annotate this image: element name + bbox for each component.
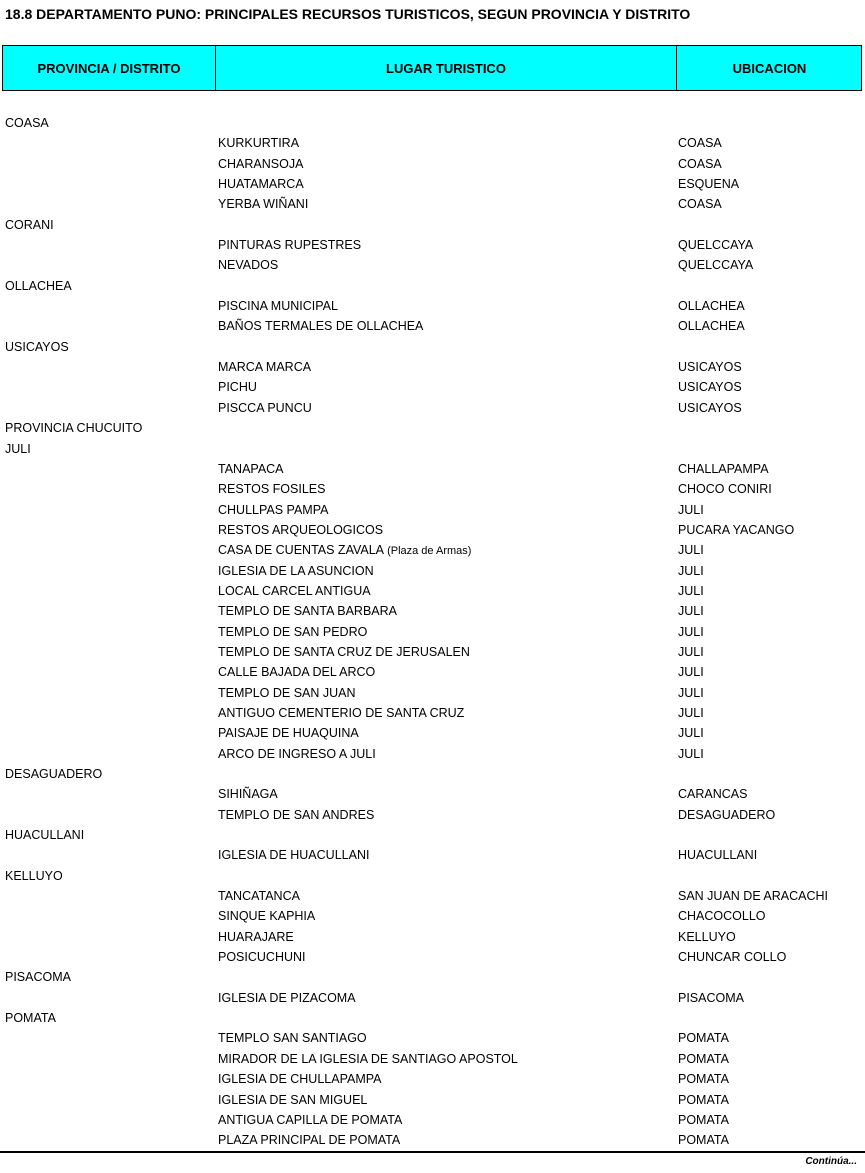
- table-row: [0, 845, 865, 865]
- table-row: [0, 967, 865, 987]
- cell-lugar: [218, 520, 383, 540]
- table-row: [0, 1028, 865, 1048]
- cell-ubicacion: JULI: [678, 604, 704, 619]
- cell-lugar-note: (Plaza de Armas): [384, 545, 472, 558]
- cell-lugar: [218, 601, 397, 621]
- cell-lugar: [218, 784, 278, 804]
- cell-provincia: DESAGUADERO: [5, 767, 103, 781]
- table-row: [0, 418, 865, 438]
- continued-note: Continúa...: [805, 1156, 857, 1167]
- cell-ubicacion: USICAYOS: [678, 380, 742, 395]
- cell-lugar-text: PISCINA MUNICIPAL: [218, 299, 338, 314]
- cell-ubicacion: CHUNCAR COLLO: [678, 950, 787, 965]
- cell-lugar-text: CASA DE CUENTAS ZAVALA: [218, 543, 385, 558]
- table-row: [0, 500, 865, 520]
- cell-ubicacion: JULI: [678, 563, 704, 578]
- table-row: [0, 133, 865, 153]
- table-row: [0, 886, 865, 906]
- cell-ubicacion: JULI: [678, 685, 704, 700]
- cell-lugar: [218, 906, 315, 926]
- cell-lugar: [218, 947, 306, 967]
- cell-lugar-text: TEMPLO DE SAN JUAN: [218, 685, 356, 700]
- cell-lugar-text: TEMPLO SAN SANTIAGO: [218, 1031, 367, 1046]
- table-row: [0, 723, 865, 743]
- table-row: [0, 215, 865, 235]
- cell-ubicacion: CHALLAPAMPA: [678, 461, 769, 476]
- cell-lugar-text: IGLESIA DE SAN MIGUEL: [218, 1092, 368, 1107]
- cell-lugar-text: BAÑOS TERMALES DE OLLACHEA: [218, 319, 424, 334]
- cell-lugar-text: ARCO DE INGRESO A JULI: [218, 746, 376, 761]
- cell-lugar: [218, 357, 311, 377]
- cell-lugar-text: LOCAL CARCEL ANTIGUA: [218, 583, 371, 598]
- cell-ubicacion: POMATA: [678, 1133, 729, 1148]
- cell-lugar-text: HUATAMARCA: [218, 177, 304, 192]
- cell-lugar: [218, 255, 278, 275]
- cell-lugar-text: SIHIÑAGA: [218, 787, 278, 802]
- cell-lugar: [218, 479, 325, 499]
- cell-ubicacion: POMATA: [678, 1072, 729, 1087]
- cell-lugar-text: TANAPACA: [218, 461, 284, 476]
- cell-lugar-text: ANTIGUA CAPILLA DE POMATA: [218, 1112, 403, 1127]
- cell-lugar-text: RESTOS FOSILES: [218, 482, 326, 497]
- cell-lugar: [218, 581, 371, 601]
- cell-provincia: COASA: [5, 116, 49, 130]
- table-row: [0, 561, 865, 581]
- cell-ubicacion: JULI: [678, 502, 704, 517]
- cell-ubicacion: DESAGUADERO: [678, 807, 776, 822]
- cell-lugar-text: TEMPLO DE SAN ANDRES: [218, 807, 375, 822]
- cell-ubicacion: USICAYOS: [678, 400, 742, 415]
- cell-lugar-text: IGLESIA DE HUACULLANI: [218, 848, 370, 863]
- cell-provincia: CORANI: [5, 217, 54, 232]
- table-row: [0, 744, 865, 764]
- cell-ubicacion: POMATA: [678, 1092, 729, 1107]
- table-row: [0, 540, 865, 560]
- table-row: [0, 439, 865, 459]
- table-row: [0, 703, 865, 723]
- cell-lugar-text: TEMPLO DE SANTA BARBARA: [218, 604, 397, 619]
- cell-provincia: HUACULLANI: [5, 828, 85, 843]
- cell-provincia: KELLUYO: [5, 868, 63, 883]
- cell-lugar: [218, 683, 356, 703]
- cell-lugar-text: CHULLPAS PAMPA: [218, 502, 329, 517]
- cell-ubicacion: JULI: [678, 705, 704, 720]
- cell-lugar-text: ANTIGUO CEMENTERIO DE SANTA CRUZ: [218, 705, 465, 720]
- table-row: [0, 296, 865, 316]
- cell-ubicacion: KELLUYO: [678, 929, 736, 944]
- cell-ubicacion: JULI: [678, 624, 704, 639]
- cell-ubicacion: SAN JUAN DE ARACACHI: [678, 889, 829, 904]
- cell-lugar: [218, 744, 376, 764]
- cell-lugar-text: PICHU: [218, 380, 257, 395]
- table-row: [0, 784, 865, 804]
- cell-ubicacion: COASA: [678, 136, 722, 151]
- cell-ubicacion: PISACOMA: [678, 990, 744, 1005]
- cell-lugar-text: PLAZA PRINCIPAL DE POMATA: [218, 1133, 401, 1148]
- table-row: [0, 825, 865, 845]
- table-row: [0, 1049, 865, 1069]
- cell-lugar-text: HUARAJARE: [218, 929, 294, 944]
- table-row: [0, 683, 865, 703]
- cell-lugar: [218, 642, 470, 662]
- cell-lugar: [218, 500, 328, 520]
- cell-lugar: [218, 316, 423, 336]
- table-row: [0, 255, 865, 275]
- cell-lugar: [218, 540, 471, 561]
- table-row: [0, 398, 865, 418]
- cell-lugar: [218, 886, 300, 906]
- header-lugar: LUGAR TURISTICO: [216, 46, 677, 90]
- cell-provincia: PROVINCIA CHUCUITO: [5, 421, 143, 436]
- cell-ubicacion: JULI: [678, 644, 704, 659]
- cell-ubicacion: POMATA: [678, 1051, 729, 1066]
- cell-lugar-text: YERBA WIÑANI: [218, 197, 309, 212]
- table-row: [0, 1008, 865, 1028]
- cell-ubicacion: POMATA: [678, 1112, 729, 1127]
- table-row: [0, 520, 865, 540]
- table-row: [0, 235, 865, 255]
- cell-lugar: [218, 1069, 381, 1089]
- cell-lugar-text: RESTOS ARQUEOLOGICOS: [218, 522, 384, 537]
- cell-lugar: [218, 988, 356, 1008]
- cell-ubicacion: HUACULLANI: [678, 848, 758, 863]
- table-row: [0, 113, 865, 133]
- cell-lugar: [218, 154, 303, 174]
- cell-ubicacion: PUCARA YACANGO: [678, 522, 795, 537]
- cell-ubicacion: JULI: [678, 665, 704, 680]
- table-row: [0, 947, 865, 967]
- cell-lugar: [218, 561, 374, 581]
- cell-lugar: [218, 1130, 400, 1150]
- table-row: [0, 357, 865, 377]
- table-row: [0, 866, 865, 886]
- cell-ubicacion: OLLACHEA: [678, 319, 745, 334]
- cell-provincia: JULI: [5, 441, 31, 456]
- cell-lugar: [218, 296, 338, 316]
- cell-ubicacion: ESQUENA: [678, 177, 740, 192]
- cell-lugar-text: TEMPLO DE SAN PEDRO: [218, 624, 368, 639]
- table-header: [2, 45, 862, 91]
- cell-lugar: [218, 194, 308, 214]
- cell-lugar: [218, 622, 367, 642]
- cell-lugar-text: TEMPLO DE SANTA CRUZ DE JERUSALEN: [218, 644, 470, 659]
- table-row: [0, 764, 865, 784]
- cell-ubicacion: JULI: [678, 543, 704, 558]
- cell-ubicacion: QUELCCAYA: [678, 238, 754, 253]
- table-row: [0, 642, 865, 662]
- cell-provincia: OLLACHEA: [5, 278, 72, 293]
- cell-lugar: [218, 235, 361, 255]
- cell-lugar-text: IGLESIA DE PIZACOMA: [218, 990, 356, 1005]
- table-row: [0, 1090, 865, 1110]
- cell-lugar: [218, 723, 359, 743]
- cell-lugar-text: NEVADOS: [218, 258, 279, 273]
- table-row: [0, 276, 865, 296]
- cell-lugar-text: MARCA MARCA: [218, 360, 312, 375]
- cell-lugar: [218, 1028, 367, 1048]
- table-body: [0, 113, 865, 1151]
- cell-ubicacion: OLLACHEA: [678, 299, 745, 314]
- cell-lugar-text: IGLESIA DE LA ASUNCION: [218, 563, 374, 578]
- cell-ubicacion: COASA: [678, 156, 722, 171]
- table-row: [0, 988, 865, 1008]
- cell-lugar-text: CALLE BAJADA DEL ARCO: [218, 665, 376, 680]
- cell-ubicacion: CARANCAS: [678, 787, 748, 802]
- cell-lugar-text: CHARANSOJA: [218, 156, 304, 171]
- table-row: [0, 1130, 865, 1150]
- table-row: [0, 906, 865, 926]
- cell-lugar: [218, 1049, 518, 1069]
- table-row: [0, 459, 865, 479]
- cell-ubicacion: JULI: [678, 583, 704, 598]
- table-row: [0, 662, 865, 682]
- cell-ubicacion: CHACOCOLLO: [678, 909, 766, 924]
- cell-lugar-text: PINTURAS RUPESTRES: [218, 238, 362, 253]
- header-ubicacion: UBICACION: [732, 60, 807, 76]
- cell-provincia: POMATA: [5, 1011, 56, 1026]
- cell-lugar-text: PISCCA PUNCU: [218, 400, 312, 415]
- table-row: [0, 377, 865, 397]
- table-row: [0, 1069, 865, 1089]
- cell-lugar: [218, 1090, 367, 1110]
- cell-lugar: [218, 398, 312, 418]
- cell-ubicacion: USICAYOS: [678, 360, 742, 375]
- cell-lugar-text: KURKURTIRA: [218, 136, 300, 151]
- cell-lugar: [218, 845, 369, 865]
- cell-lugar-text: IGLESIA DE CHULLAPAMPA: [218, 1072, 382, 1087]
- header-provincia: PROVINCIA / DISTRITO: [3, 46, 216, 90]
- cell-lugar-text: MIRADOR DE LA IGLESIA DE SANTIAGO APOSTOL: [218, 1051, 518, 1066]
- table-row: [0, 927, 865, 947]
- cell-ubicacion: JULI: [678, 726, 704, 741]
- table-row: [0, 154, 865, 174]
- cell-ubicacion: COASA: [678, 197, 722, 212]
- table-row: [0, 174, 865, 194]
- table-row: [0, 622, 865, 642]
- page-title: 18.8 DEPARTAMENTO PUNO: PRINCIPALES RECURSOS TURISTICOS, SEGUN PROVINCIA Y DISTRITO: [5, 6, 691, 22]
- cell-ubicacion: POMATA: [678, 1031, 729, 1046]
- table-row: [0, 194, 865, 214]
- cell-lugar-text: POSICUCHUNI: [218, 950, 306, 965]
- table-row: [0, 581, 865, 601]
- cell-lugar: [218, 459, 284, 479]
- cell-lugar: [218, 133, 299, 153]
- table-row: [0, 1110, 865, 1130]
- cell-lugar: [218, 927, 294, 947]
- cell-lugar: [218, 174, 304, 194]
- cell-provincia: PISACOMA: [5, 970, 71, 985]
- table-row: [0, 337, 865, 357]
- cell-ubicacion: CHOCO CONIRI: [678, 482, 772, 497]
- bottom-divider: [0, 1151, 865, 1153]
- cell-ubicacion: JULI: [678, 746, 704, 761]
- cell-lugar: [218, 1110, 402, 1130]
- cell-lugar-text: PAISAJE DE HUAQUINA: [218, 726, 359, 741]
- cell-provincia: USICAYOS: [5, 339, 69, 354]
- cell-lugar: [218, 377, 257, 397]
- table-row: [0, 601, 865, 621]
- cell-lugar: [218, 662, 375, 682]
- table-row: [0, 479, 865, 499]
- cell-lugar: [218, 703, 464, 723]
- table-row: [0, 805, 865, 825]
- cell-lugar: [218, 805, 374, 825]
- cell-lugar-text: TANCATANCA: [218, 889, 300, 904]
- table-row: [0, 316, 865, 336]
- cell-ubicacion: QUELCCAYA: [678, 258, 754, 273]
- cell-lugar-text: SINQUE KAPHIA: [218, 909, 316, 924]
